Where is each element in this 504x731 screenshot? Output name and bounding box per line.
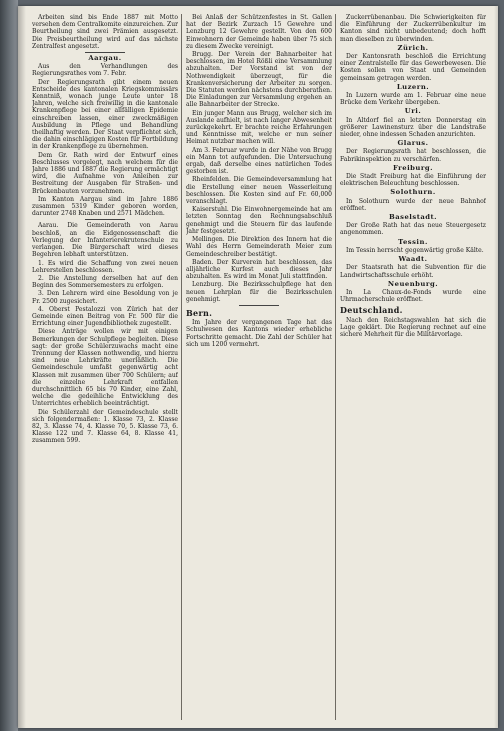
column-1 xyxy=(32,14,178,722)
article-paragraph: In Altdorf fiel an letzten Donnerstag ein größerer Lawinensturz über die Landstraße nieder, ohne indessen Schaden anzurichten. xyxy=(340,116,486,139)
article-paragraph: In Solothurn wurde der neue Bahnhof eröffnet. xyxy=(340,197,486,212)
article-paragraph: Im Tessin herrscht gegenwärtig große Kälte. xyxy=(346,246,484,254)
section-heading: Luzern. xyxy=(396,82,430,91)
separator xyxy=(85,219,125,220)
separator xyxy=(239,305,279,306)
article-paragraph: Dem Gr. Rath wird der Entwurf eines Beschlusses vorgelegt, nach welchem für die Jahre 1886 und 1887 die Regierung ermächtigt wird, die Aufnahme von Anleihen zur Bestreitung der Ausgaben für Straßen- und Brückenbauten vorzunehmen. xyxy=(32,151,178,195)
section-heading: Neuenburg. xyxy=(387,279,439,288)
article-paragraph: Kaiserstuhl. Die Einwohnergemeinde hat am letzten Sonntag den Rechnungsabschluß genehmigt und die Steuern für das laufende Jahr festgesetzt. xyxy=(186,206,332,235)
article-paragraph: Der Kantonsrath beschloß die Errichtung einer Zentralstelle für das Gewerbewesen. Die Kosten sollen von Staat und Gemeinden gemeinsam getragen werden. xyxy=(340,53,486,82)
column-2 xyxy=(186,14,332,722)
section-heading: Baselstadt. xyxy=(388,213,437,222)
article-paragraph: In La Chaux-de-Fonds wurde eine Uhrmacherschule eröffnet. xyxy=(340,288,486,304)
article-paragraph: Arbeiten sind bis Ende 1887 mit Motto versehen dem Centralkomite einzureichen. Zur Beurtheilung sind zwei Prämien ausgesetzt. Die Preisbeurtheilung wird auf das nächste Zentralfest angesetzt. xyxy=(32,14,178,50)
separator xyxy=(85,52,125,53)
section-heading: Bern. xyxy=(186,307,213,318)
article-paragraph: Nach den Reichstagswahlen hat sich die Lage geklärt. Die Regierung rechnet auf eine sichere Mehrheit für die Militärvorlage. xyxy=(340,316,486,338)
article-paragraph: Diese Anträge wollen wir mit einigen Bemerkungen der Schulpflege begleiten. Diese sagt: der große Schülerzuwachs macht eine Trennung der Klassen nothwendig, und hierzu sind neue Lehrkräfte unerläßlich. Die Gemeindeschule umfaßt gegenwärtig acht Klassen mit zusammen über 700 Schülern; auf die einzelne Lehrkraft entfallen durchschnittlich 65 bis 70 Kinder, eine Zahl, welche die gedeihliche Entwicklung des Unterrichtes erheblich beeinträchtigt. xyxy=(32,328,178,408)
article-paragraph: Die Stadt Freiburg hat die Einführung der elektrischen Beleuchtung beschlossen. xyxy=(340,173,486,188)
column-3 xyxy=(340,14,486,722)
article-paragraph: Im Jahre der vergangenen Tage hat das Schulwesen des Kantons wieder erhebliche Fortschritte gemacht. Die Zahl der Schüler hat sich um 1200 vermehrt. xyxy=(186,319,332,348)
column-rule xyxy=(335,14,336,720)
page-edge xyxy=(494,6,498,728)
article-paragraph: Ein junger Mann aus Brugg, welcher sich im Auslande aufhielt, ist nach langer Abwesenheit zurückgekehrt. Er brachte reiche Erfahrungen und Kenntnisse mit, welche er nun seiner Heimat nutzbar machen will. xyxy=(186,109,332,146)
article-paragraph: Der Große Rath hat das neue Steuergesetz angenommen. xyxy=(340,222,486,237)
section-heading: Waadt. xyxy=(398,255,428,264)
article-paragraph: Lenzburg. Die Bezirksschulpflege hat den neuen Lehrplan für die Bezirksschulen genehmigt. xyxy=(186,281,332,303)
article-paragraph: 4. Oberst Pestalozzi von Zürich hat der Gemeinde einen Beitrag von Fr. 500 für die Errichtung einer Jugendbibliothek zugestellt. xyxy=(32,305,178,328)
article-paragraph: Die Schülerzahl der Gemeindeschule stellt sich folgendermaßen: 1. Klasse 73, 2. Klasse 82, 3. Klasse 74, 4. Klasse 70, 5. Klasse 73, 6. Klasse 122 und 7. Klasse 64, 8. Klasse 41, zusammen 599. xyxy=(32,408,178,445)
section-heading: Freiburg. xyxy=(392,163,434,172)
article-paragraph: Der Regierungsrath hat beschlossen, die Fabrikinspektion zu verschärfen. xyxy=(340,148,486,163)
section-heading: Glarus. xyxy=(397,139,429,148)
section-heading: Tessin. xyxy=(398,237,428,246)
article-paragraph: 2. Die Anstellung derselben hat auf den Beginn des Sommersemesters zu erfolgen. xyxy=(32,274,178,290)
article-paragraph: Rheinfelden. Die Gemeindeversammlung hat die Erstellung einer neuen Wasserleitung beschlossen. Die Kosten sind auf Fr. 60,000 veranschlagt. xyxy=(186,176,332,206)
article-paragraph: Mellingen. Die Direktion des Innern hat die Wahl des Herrn Gemeinderath Meier zum Gemeindeschreiber bestätigt. xyxy=(186,236,332,258)
article-paragraph: Aus den Verhandlungen des Regierungsrathes vom 7. Febr. xyxy=(32,63,178,78)
section-heading: Deutschland. xyxy=(340,305,403,316)
article-paragraph: Zuckerrübenanbau. Die Schwierigkeiten für die Einführung der Zuckerrübenkultur im Kanton sind nicht unbedeutend; doch hofft man dieselben zu überwinden. xyxy=(340,14,486,43)
section-heading: Uri. xyxy=(404,107,422,116)
section-heading: Solothurn. xyxy=(390,188,436,197)
section-heading: Zürich. xyxy=(397,43,429,52)
article-paragraph: Aarau. Die Gemeinderath von Aarau beschloß, an die Eidgenossenschaft die Verlegung der Infanterierekrutenschule zu verlangen. Die Bürgerschaft wird dieses Begehren lebhaft unterstützen. xyxy=(32,222,178,259)
column-rule xyxy=(181,14,182,720)
section-heading: Aargau. xyxy=(88,54,122,63)
article-paragraph: Baden. Der Kurverein hat beschlossen, das alljährliche Kurfest auch dieses Jahr abzuhalten. Es wird im Monat Juli stattfinden. xyxy=(186,258,332,281)
article-paragraph: Am 3. Februar wurde in der Nähe von Brugg ein Mann tot aufgefunden. Die Untersuchung ergab, daß derselbe eines natürlichen Todes gestorben ist. xyxy=(186,146,332,176)
newspaper-page xyxy=(18,6,498,728)
article-paragraph: Brugg. Der Verein der Bahnarbeiter hat beschlossen, im Hotel Rößli eine Versammlung abzuhalten. Der Vorstand ist von der Nothwendigkeit überzeugt, für die Krankenversicherung der Arbeiter zu sorgen. Die Statuten werden nächstens durchberathen. Die Einladungen zur Versammlung ergehen an alle Bahnarbeiter der Strecke. xyxy=(186,51,332,109)
article-paragraph: Bei Anlaß der Schützenfestes in St. Gallen hat der Bezirk Zurzach 15 Gewehre und Lenzburg 12 Gewehre gestellt. Von den 600 Einwohnern der Gemeinde haben über 75 sich zu diesem Zwecke vereinigt. xyxy=(186,14,332,50)
article-paragraph: 1. Es wird die Schaffung von zwei neuen Lehrerstellen beschlossen. xyxy=(32,259,178,274)
article-paragraph: In Luzern wurde am 1. Februar eine neue Brücke dem Verkehr übergeben. xyxy=(340,92,486,107)
book-binding xyxy=(0,0,18,731)
article-paragraph: Im Kanton Aargau sind im Jahre 1886 zusammen 5319 Kinder geboren worden, darunter 2748 Knaben und 2571 Mädchen. xyxy=(32,195,178,218)
article-paragraph: Der Staatsrath hat die Subvention für die Landwirtschaftsschule erhöht. xyxy=(340,264,486,279)
article-paragraph: 3. Den Lehrern wird eine Besoldung von je Fr. 2500 zugesichert. xyxy=(32,290,178,305)
article-paragraph: Der Regierungsrath gibt einem neuen Entscheide des kantonalen Kriegskommissärs Kenntniß, wonach junge Leute unter 18 Jahren, welche sich freiwillig in die kantonale Krankenpflege bei einer allfälligen Epidemie einschreiben lassen, einer zweckmäßigen Ausbildung in Pflege und Behandlung theilhaftig werden. Der Staat verpflichtet sich, die dahin einschlägigen Kosten für Fortbildung in der Krankenpflege zu übernehmen. xyxy=(32,78,178,151)
